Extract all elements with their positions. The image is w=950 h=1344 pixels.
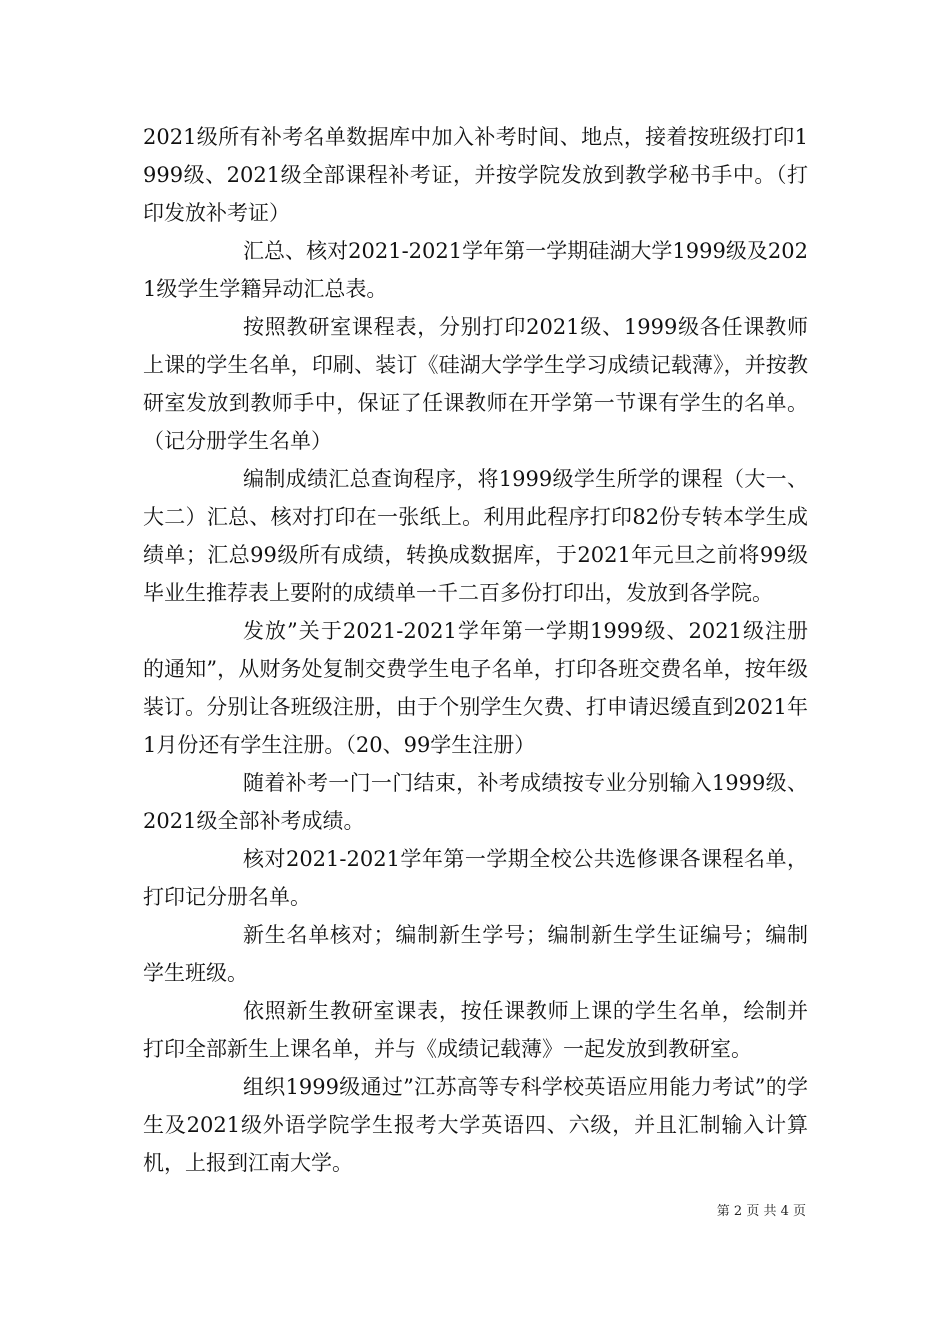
page-number-footer: 第 2 页 共 4 页 [716,1204,806,1219]
paragraph-7: 核对2021-2021学年第一学期全校公共选修课各课程名单，打印记分册名单。 [143,847,808,909]
paragraph-6: 随着补考一门一门结束，补考成绩按专业分别输入1999级、2021级全部补考成绩。 [143,771,808,833]
paragraph-10: 组织1999级通过”江苏高等专科学校英语应用能力考试”的学生及2021级外语学院学生报考大学英语四、六级，并且汇制输入计算机，上报到江南大学。 [143,1075,808,1175]
paragraph-5: 发放”关于2021-2021学年第一学期1999级、2021级注册的通知”，从财务处复制交费学生电子名单，打印各班交费名单，按年级装订。分别让各班级注册，由于个别学生欠费、打申请迟缓直到2021年1月份还有学生注册。（20、99学生注册） [143,619,808,757]
paragraph-2: 汇总、核对2021-2021学年第一学期硅湖大学1999级及2021级学生学籍异动汇总表。 [143,239,808,301]
document-body [143,118,808,1182]
paragraph-8: 新生名单核对；编制新生学号；编制新生学生证编号；编制学生班级。 [143,923,808,985]
paragraph-1: 2021级所有补考名单数据库中加入补考时间、地点，接着按班级打印1999级、2021级全部课程补考证，并按学院发放到教学秘书手中。（打印发放补考证） [143,125,808,225]
paragraph-3: 按照教研室课程表，分别打印2021级、1999级各任课教师上课的学生名单，印刷、装订《硅湖大学学生学习成绩记载薄》，并按教研室发放到教师手中，保证了任课教师在开学第一节课有学生的名单。（记分册学生名单） [143,315,808,453]
paragraph-9: 依照新生教研室课表，按任课教师上课的学生名单，绘制并打印全部新生上课名单，并与《成绩记载薄》一起发放到教研室。 [143,999,808,1061]
paragraph-4: 编制成绩汇总查询程序，将1999级学生所学的课程（大一、大二）汇总、核对打印在一张纸上。利用此程序打印82份专转本学生成绩单；汇总99级所有成绩，转换成数据库，于2021年元旦之前将99级毕业生推荐表上要附的成绩单一千二百多份打印出，发放到各学院。 [143,467,808,605]
